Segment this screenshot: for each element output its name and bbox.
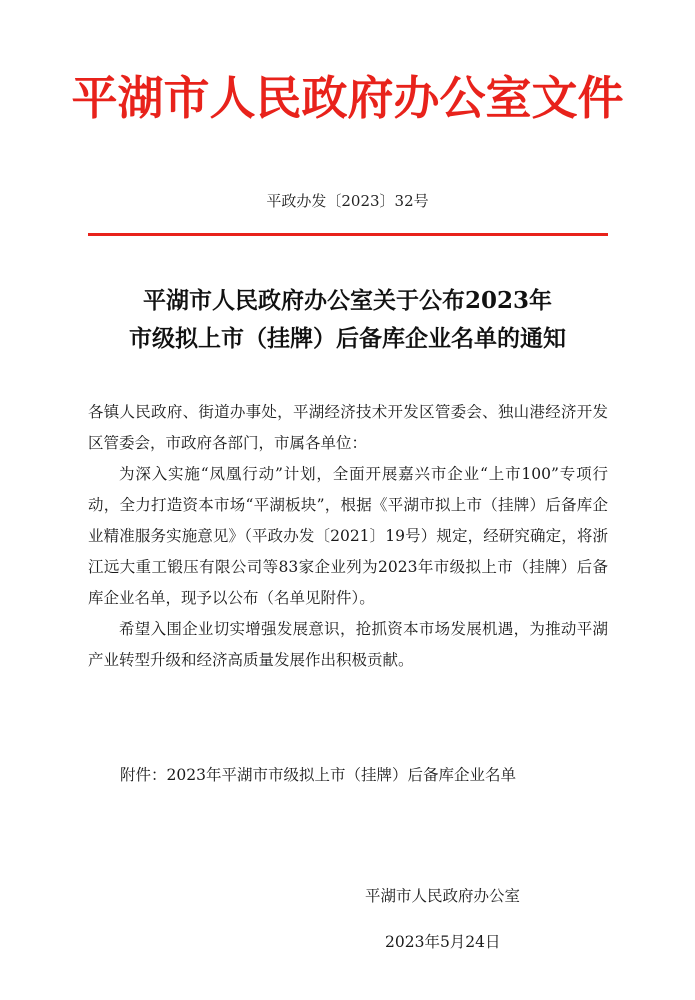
issue-date: 2023年5月24日 bbox=[385, 933, 501, 951]
attachment-note: 附件：2023年平湖市市级拟上市（挂牌）后备库企业名单 bbox=[120, 766, 516, 784]
document-body bbox=[88, 397, 608, 676]
document-number: 平政办发〔2023〕32号 bbox=[266, 192, 429, 210]
issuing-office: 平湖市人民政府办公室 bbox=[365, 887, 521, 905]
document-masthead: 平湖市人民政府办公室文件 bbox=[71, 71, 624, 125]
title-line-1: 平湖市人民政府办公室关于公布2023年 bbox=[142, 287, 552, 314]
red-divider-rule bbox=[88, 233, 608, 236]
title-line-2: 市级拟上市（挂牌）后备库企业名单的通知 bbox=[129, 325, 566, 352]
body-paragraph-2: 希望入围企业切实增强发展意识，抢抓资本市场发展机遇，为推动平湖产业转型升级和经济高质量发展作出积极贡献。 bbox=[88, 620, 608, 669]
document-title bbox=[0, 282, 695, 358]
addressee-paragraph: 各镇人民政府、街道办事处，平湖经济技术开发区管委会、独山港经济开发区管委会，市政府各部门，市属各单位： bbox=[88, 403, 608, 452]
body-paragraph-1: 为深入实施“凤凰行动”计划，全面开展嘉兴市企业“上市100”专项行动，全力打造资本市场“平湖板块”，根据《平湖市拟上市（挂牌）后备库企业精准服务实施意见》（平政办发〔2021〕19号）规定，经研究确定，将浙江远大重工锻压有限公司等83家企业列为2023年市级拟上市（挂牌）后备库企业名单，现予以公布（名单见附件）。 bbox=[88, 465, 608, 607]
